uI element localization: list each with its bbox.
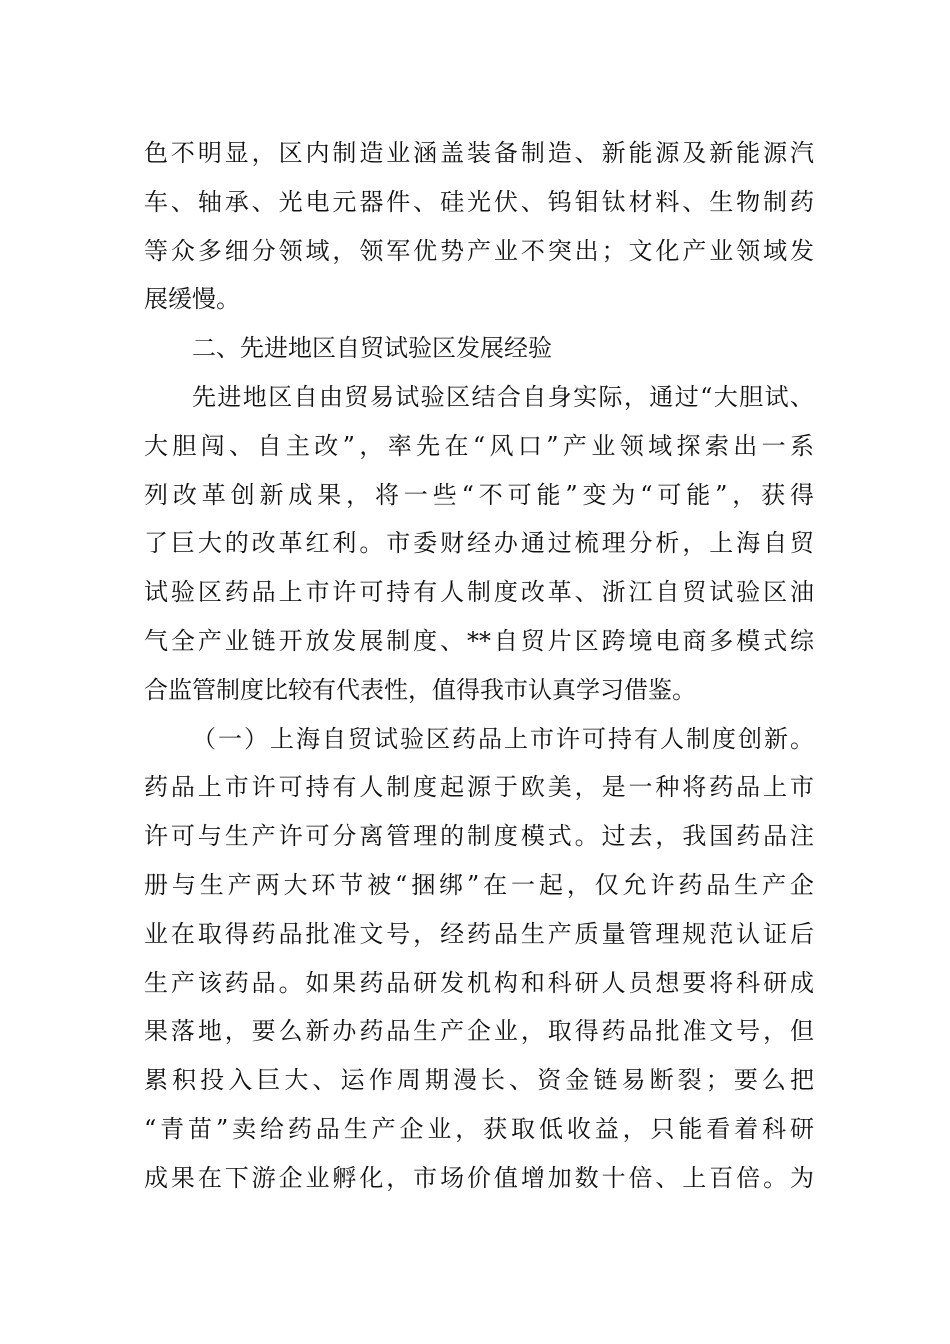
text-line: 等众多细分领域，领军优势产业不突出；文化产业领域发	[144, 236, 814, 265]
text-line: 成果在下游企业孵化，市场价值增加数十倍、上百倍。为	[144, 1163, 814, 1192]
text-line: 累积投入巨大、运作周期漫长、资金链易断裂；要么把	[144, 1066, 814, 1095]
text-line: 果落地，要么新办药品生产企业，取得药品批准文号，但	[144, 1017, 814, 1046]
text-line: 展缓慢。	[144, 285, 240, 314]
text-line: 车、轴承、光电元器件、硅光伏、钨钼钛材料、生物制药	[144, 187, 814, 216]
body-text	[144, 129, 814, 1203]
text-line: “青苗”卖给药品生产企业，获取低收益，只能看着科研	[144, 1114, 814, 1143]
text-line: 先进地区自由贸易试验区结合自身实际，通过“大胆试、	[192, 382, 814, 411]
text-line: 试验区药品上市许可持有人制度改革、浙江自贸试验区油	[144, 578, 814, 607]
text-line: 药品上市许可持有人制度起源于欧美，是一种将药品上市	[144, 773, 814, 802]
text-line: 合监管制度比较有代表性，值得我市认真学习借鉴。	[144, 675, 696, 704]
text-line: 册与生产两大环节被“捆绑”在一起，仅允许药品生产企	[144, 870, 814, 899]
text-line: 了巨大的改革红利。市委财经办通过梳理分析，上海自贸	[144, 529, 814, 558]
text-line: 生产该药品。如果药品研发机构和科研人员想要将科研成	[144, 968, 814, 997]
subsection-heading: （一）上海自贸试验区药品上市许可持有人制度创新。	[192, 724, 814, 753]
text-line: 列改革创新成果，将一些“不可能”变为“可能”，获得	[144, 480, 814, 509]
text-line: 气全产业链开放发展制度、**自贸片区跨境电商多模式综	[144, 626, 814, 655]
text-line: 色不明显，区内制造业涵盖装备制造、新能源及新能源汽	[144, 139, 814, 167]
text-line: 业在取得药品批准文号，经药品生产质量管理规范认证后	[144, 919, 814, 948]
section-heading: 二、先进地区自贸试验区发展经验	[192, 334, 552, 363]
text-line: 许可与生产许可分离管理的制度模式。过去，我国药品注	[144, 822, 814, 851]
text-line: 大胆闯、自主改”，率先在“风口”产业领域探索出一系	[144, 431, 814, 460]
